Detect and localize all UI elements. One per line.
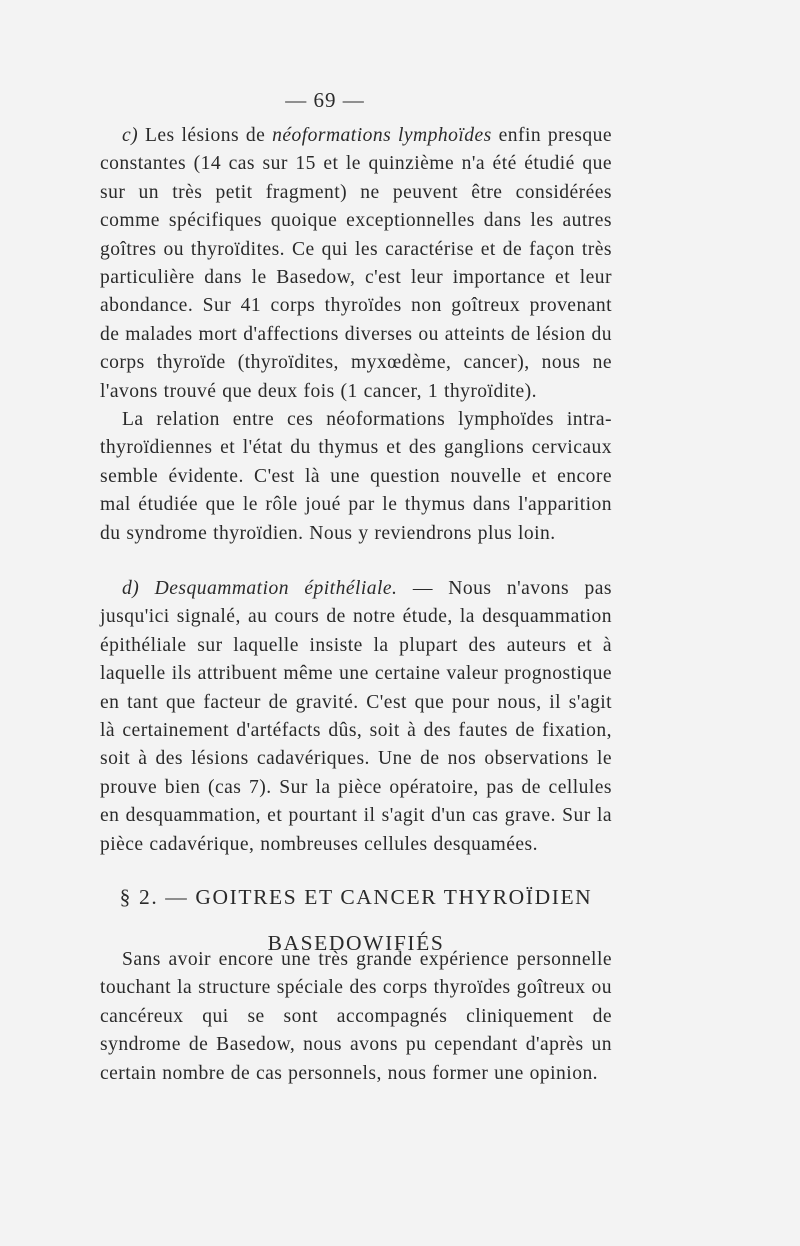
section-c-paragraph-2: La relation entre ces néoformations lymphoïdes intra-thyroïdiennes et l'état du thymus et des ganglions cervicaux semble évidente. C'est là une question nouvelle et encore mal étudiée que le rôle joué par le thymus dans l'apparition du syndrome thyroïdien. Nous y reviendrons plus loin. xyxy=(100,409,612,544)
section-c-block xyxy=(100,122,612,548)
page-number: — 69 — xyxy=(285,88,365,112)
section-d-label: d) xyxy=(122,578,140,599)
section-c-label: c) xyxy=(122,125,139,146)
section-2-block xyxy=(100,946,612,1088)
section-2-paragraph: Sans avoir encore une très grande expérience personnelle touchant la structure spéciale des corps thyroïdes goîtreux ou cancéreux qui se sont accompagnés cliniquement de syndrome de Basedow, nous avons pu cependant d'après un certain nombre de cas personnels, nous former une opinion. xyxy=(100,949,612,1084)
section-2-heading-line-1: § 2. — GOITRES ET CANCER THYROÏDIEN xyxy=(119,885,593,909)
section-c-intro: Les lésions de xyxy=(144,125,266,146)
section-c-title: néoformations lymphoïdes xyxy=(272,125,492,146)
section-d-title: Desquammation épithéliale. xyxy=(154,578,398,599)
section-c-body: enfin presque constantes (14 cas sur 15 et le quinzième n'a été étudié que sur un très petit fragment) ne peuvent être considérées comme spécifiques quoique exceptionnelles dans les autres goîtres ou thyroïdites. Ce qui les caractérise et de façon très particulière dans le Basedow, c'est leur importance et leur abondance. Sur 41 corps thyroïdes non goîtreux provenant de malades mort d'affections diverses ou atteints de lésion du corps thyroïde (thyroïdites, myxœdème, cancer), nous ne l'avons trouvé que deux fois (1 cancer, 1 thyroïdite). xyxy=(100,125,613,402)
section-2-heading-line-2: BASEDOWIFIÉS xyxy=(267,931,445,955)
section-d-block xyxy=(100,575,612,859)
section-d-body: — Nous n'avons pas jusqu'ici signalé, au cours de notre étude, la desquammation épithéliale sur laquelle insiste la plupart des auteurs et à laquelle ils attribuent même une certaine valeur prognostique en tant que facteur de gravité. C'est que pour nous, il s'agit là certainement d'artéfacts dûs, soit à des fautes de fixation, soit à des lésions cadavériques. Une de nos observations le prouve bien (cas 7). Sur la pièce opératoire, pas de cellules en desquammation, et pourtant il s'agit d'un cas grave. Sur la pièce cadavérique, nombreuses cellules desquamées. xyxy=(100,578,612,855)
section-c-paragraph-1 xyxy=(100,122,612,406)
section-d-paragraph xyxy=(100,575,612,859)
